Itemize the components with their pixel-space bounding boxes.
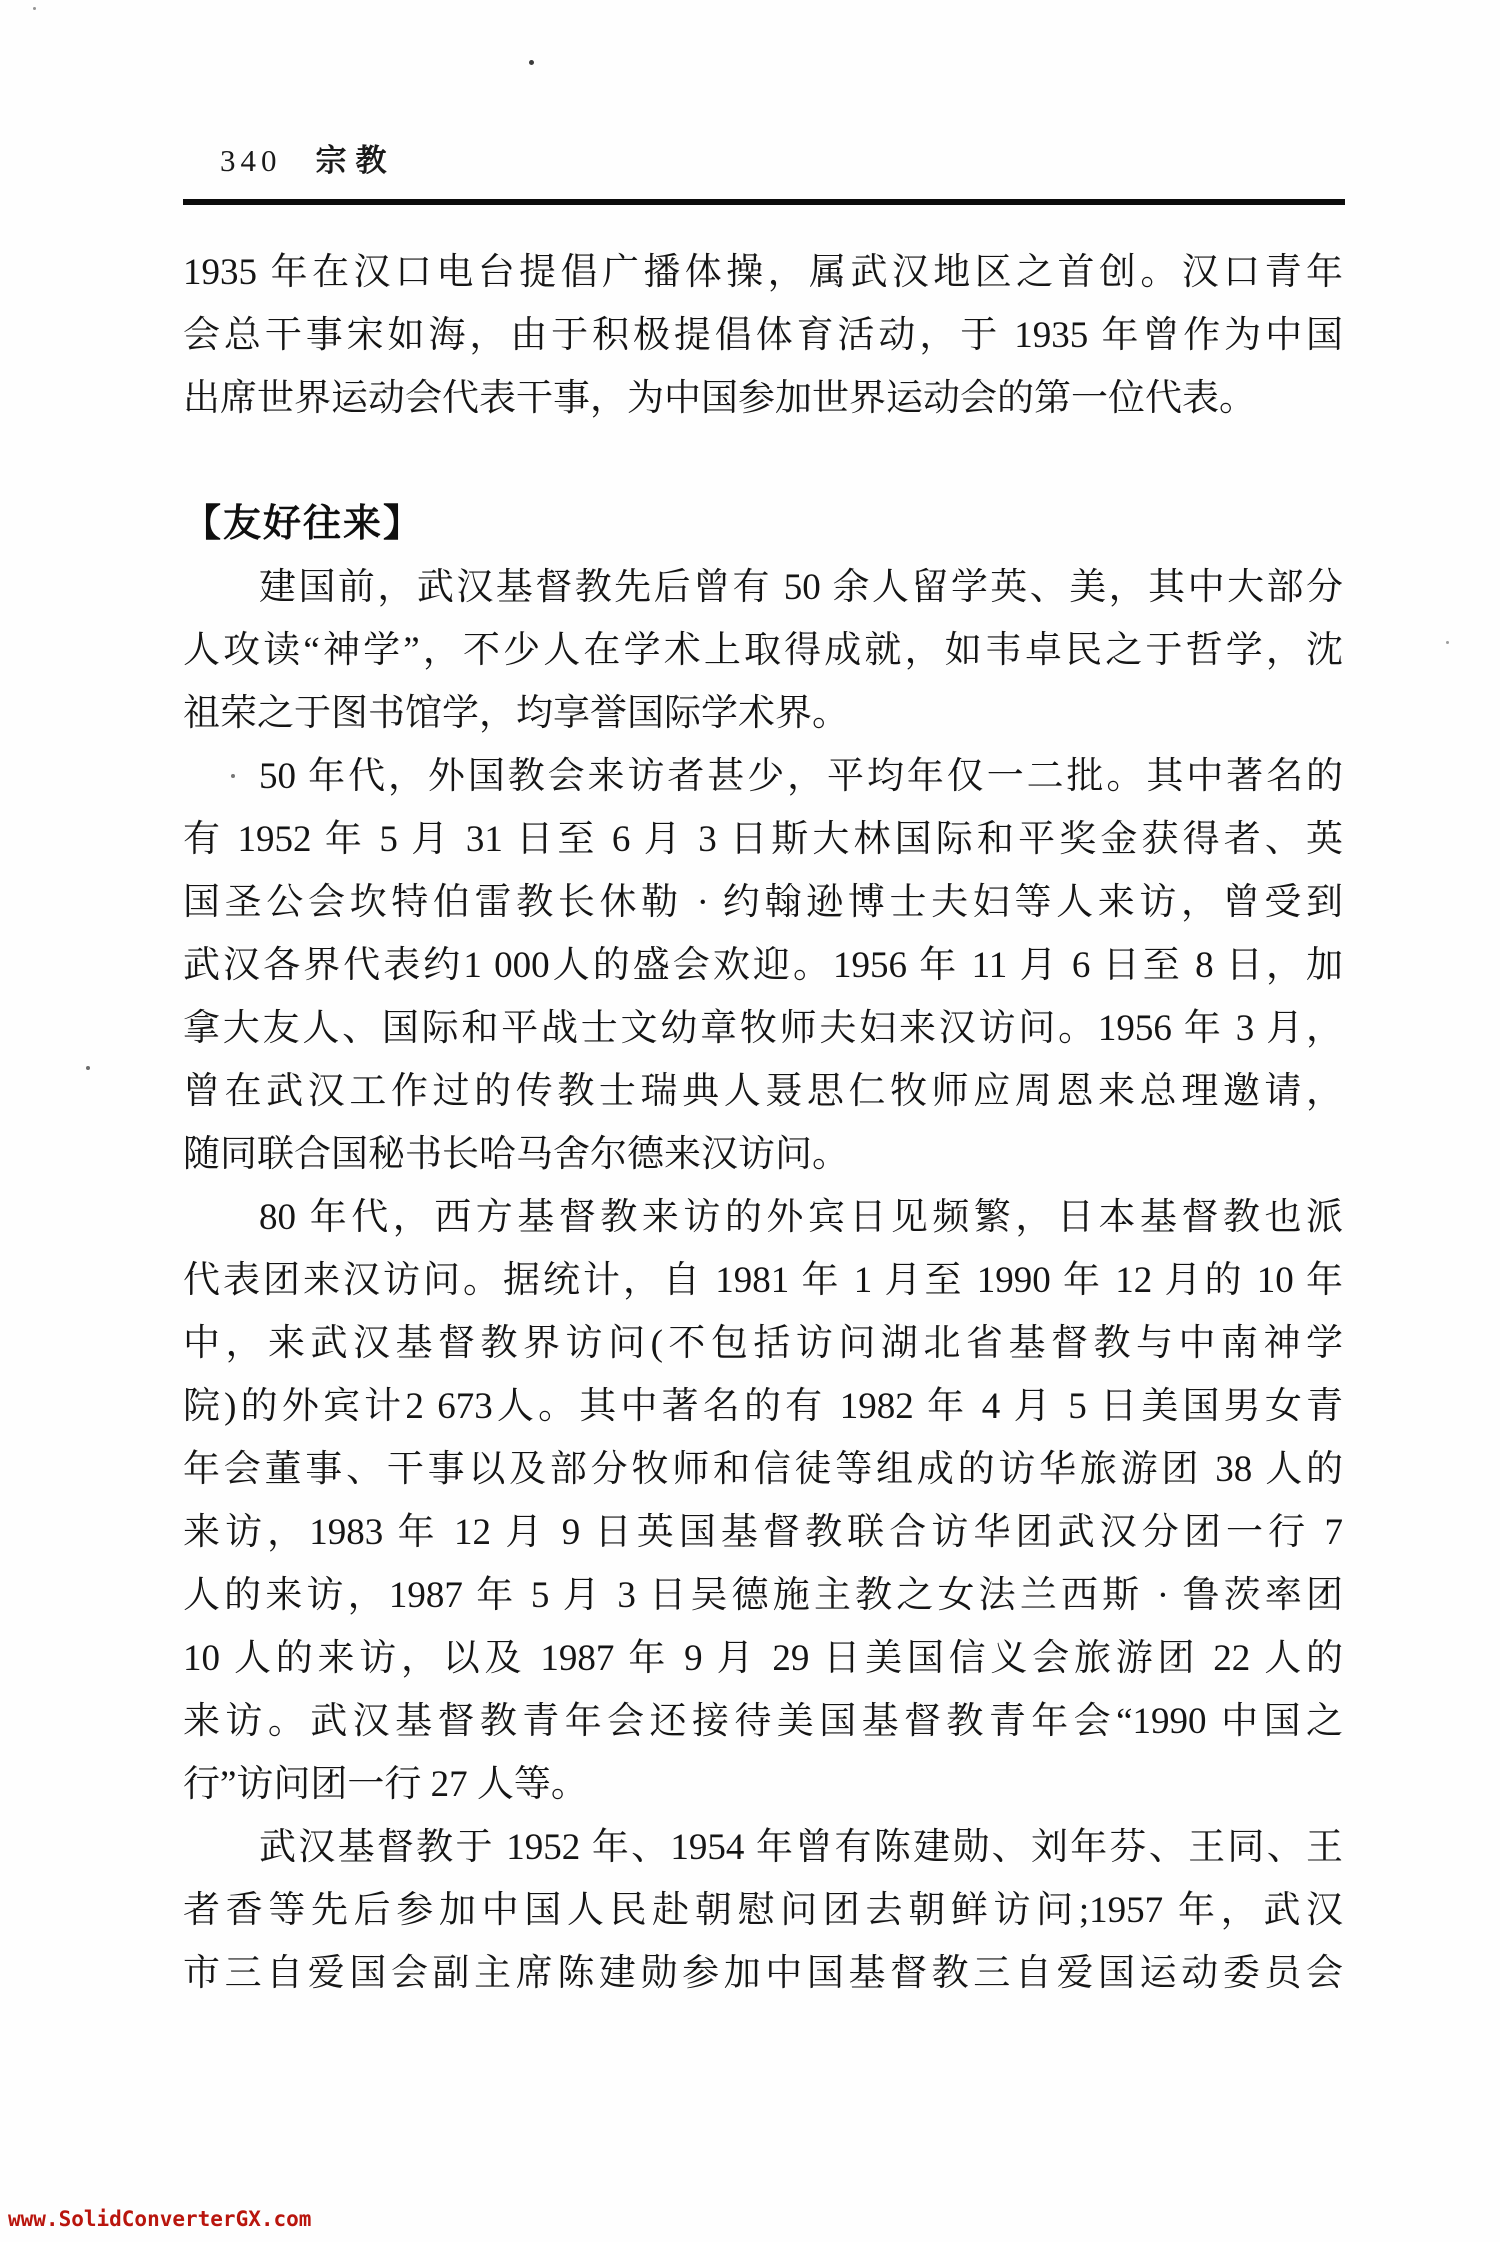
text-line: 市三自爱国会副主席陈建勋参加中国基督教三自爱国运动委员会 bbox=[183, 1953, 1343, 1994]
text-line: 中，来武汉基督教界访问(不包括访问湖北省基督教与中南神学 bbox=[183, 1323, 1343, 1364]
text-line: 人的来访，1987 年 5 月 3 日吴德施主教之女法兰西斯 · 鲁茨率团 bbox=[183, 1575, 1343, 1616]
text-line: 拿大友人、国际和平战士文幼章牧师夫妇来汉访问。1956 年 3 月， bbox=[183, 1008, 1343, 1049]
text-line: 来访，1983 年 12 月 9 日英国基督教联合访华团武汉分团一行 7 bbox=[183, 1512, 1343, 1553]
book-title: 宗教 bbox=[315, 143, 396, 178]
text-line: 出席世界运动会代表干事，为中国参加世界运动会的第一位代表。 bbox=[183, 378, 1256, 419]
text-line: 50 年代，外国教会来访者甚少，平均年仅一二批。其中著名的 bbox=[259, 756, 1343, 797]
text-line: 随同联合国秘书长哈马舍尔德来汉访问。 bbox=[183, 1134, 849, 1175]
scan-speck bbox=[86, 1066, 90, 1070]
text-line: 10 人的来访，以及 1987 年 9 月 29 日美国信义会旅游团 22 人的 bbox=[183, 1638, 1343, 1679]
paragraph bbox=[183, 745, 1343, 1186]
blank-line bbox=[183, 430, 1343, 493]
solidconverter-watermark: www.SolidConverterGX.com bbox=[8, 2207, 312, 2231]
text-line: 1935 年在汉口电台提倡广播体操，属武汉地区之首创。汉口青年 bbox=[183, 252, 1343, 293]
text-line: 武汉各界代表约1 000人的盛会欢迎。1956 年 11 月 6 日至 8 日，加 bbox=[183, 945, 1343, 986]
text-line: 祖荣之于图书馆学，均享誉国际学术界。 bbox=[183, 693, 849, 734]
text-line: 有 1952 年 5 月 31 日至 6 月 3 日斯大林国际和平奖金获得者、英 bbox=[183, 819, 1343, 860]
text-line: 80 年代，西方基督教来访的外宾日见频繁，日本基督教也派 bbox=[259, 1197, 1343, 1238]
text-line: 建国前，武汉基督教先后曾有 50 余人留学英、美，其中大部分 bbox=[259, 567, 1343, 608]
paragraph bbox=[183, 556, 1343, 745]
text-line: 会总干事宋如海，由于积极提倡体育活动，于 1935 年曾作为中国 bbox=[183, 315, 1343, 356]
text-line: 人攻读“神学”，不少人在学术上取得成就，如韦卓民之于哲学，沈 bbox=[183, 630, 1343, 671]
header-rule bbox=[183, 199, 1345, 205]
text-line: 来访。武汉基督教青年会还接待美国基督教青年会“1990 中国之 bbox=[183, 1701, 1343, 1742]
page-number: 340 bbox=[220, 143, 282, 178]
running-header bbox=[220, 142, 396, 180]
text-line: 国圣公会坎特伯雷教长休勒 · 约翰逊博士夫妇等人来访，曾受到 bbox=[183, 882, 1343, 923]
text-line: 曾在武汉工作过的传教士瑞典人聂思仁牧师应周恩来总理邀请， bbox=[183, 1071, 1343, 1112]
paragraph bbox=[183, 1816, 1343, 2005]
text-line: 者香等先后参加中国人民赴朝慰问团去朝鲜访问;1957 年，武汉 bbox=[183, 1890, 1343, 1931]
paragraph bbox=[183, 1186, 1343, 1816]
text-line: 代表团来汉访问。据统计，自 1981 年 1 月至 1990 年 12 月的 10 年 bbox=[183, 1260, 1343, 1301]
text-line: 行”访问团一行 27 人等。 bbox=[183, 1764, 588, 1805]
scan-speck bbox=[231, 774, 235, 778]
text-line: 院)的外宾计2 673人。其中著名的有 1982 年 4 月 5 日美国男女青 bbox=[183, 1386, 1343, 1427]
body-text-column bbox=[183, 241, 1343, 2005]
scan-speck bbox=[1446, 641, 1449, 644]
paragraph bbox=[183, 241, 1343, 430]
section-heading: 【友好往来】 bbox=[183, 503, 424, 545]
scan-speck bbox=[529, 60, 534, 65]
scan-speck bbox=[33, 7, 36, 10]
text-line: 武汉基督教于 1952 年、1954 年曾有陈建勋、刘年芬、王同、王 bbox=[259, 1827, 1343, 1868]
text-line: 年会董事、干事以及部分牧师和信徒等组成的访华旅游团 38 人的 bbox=[183, 1449, 1343, 1490]
